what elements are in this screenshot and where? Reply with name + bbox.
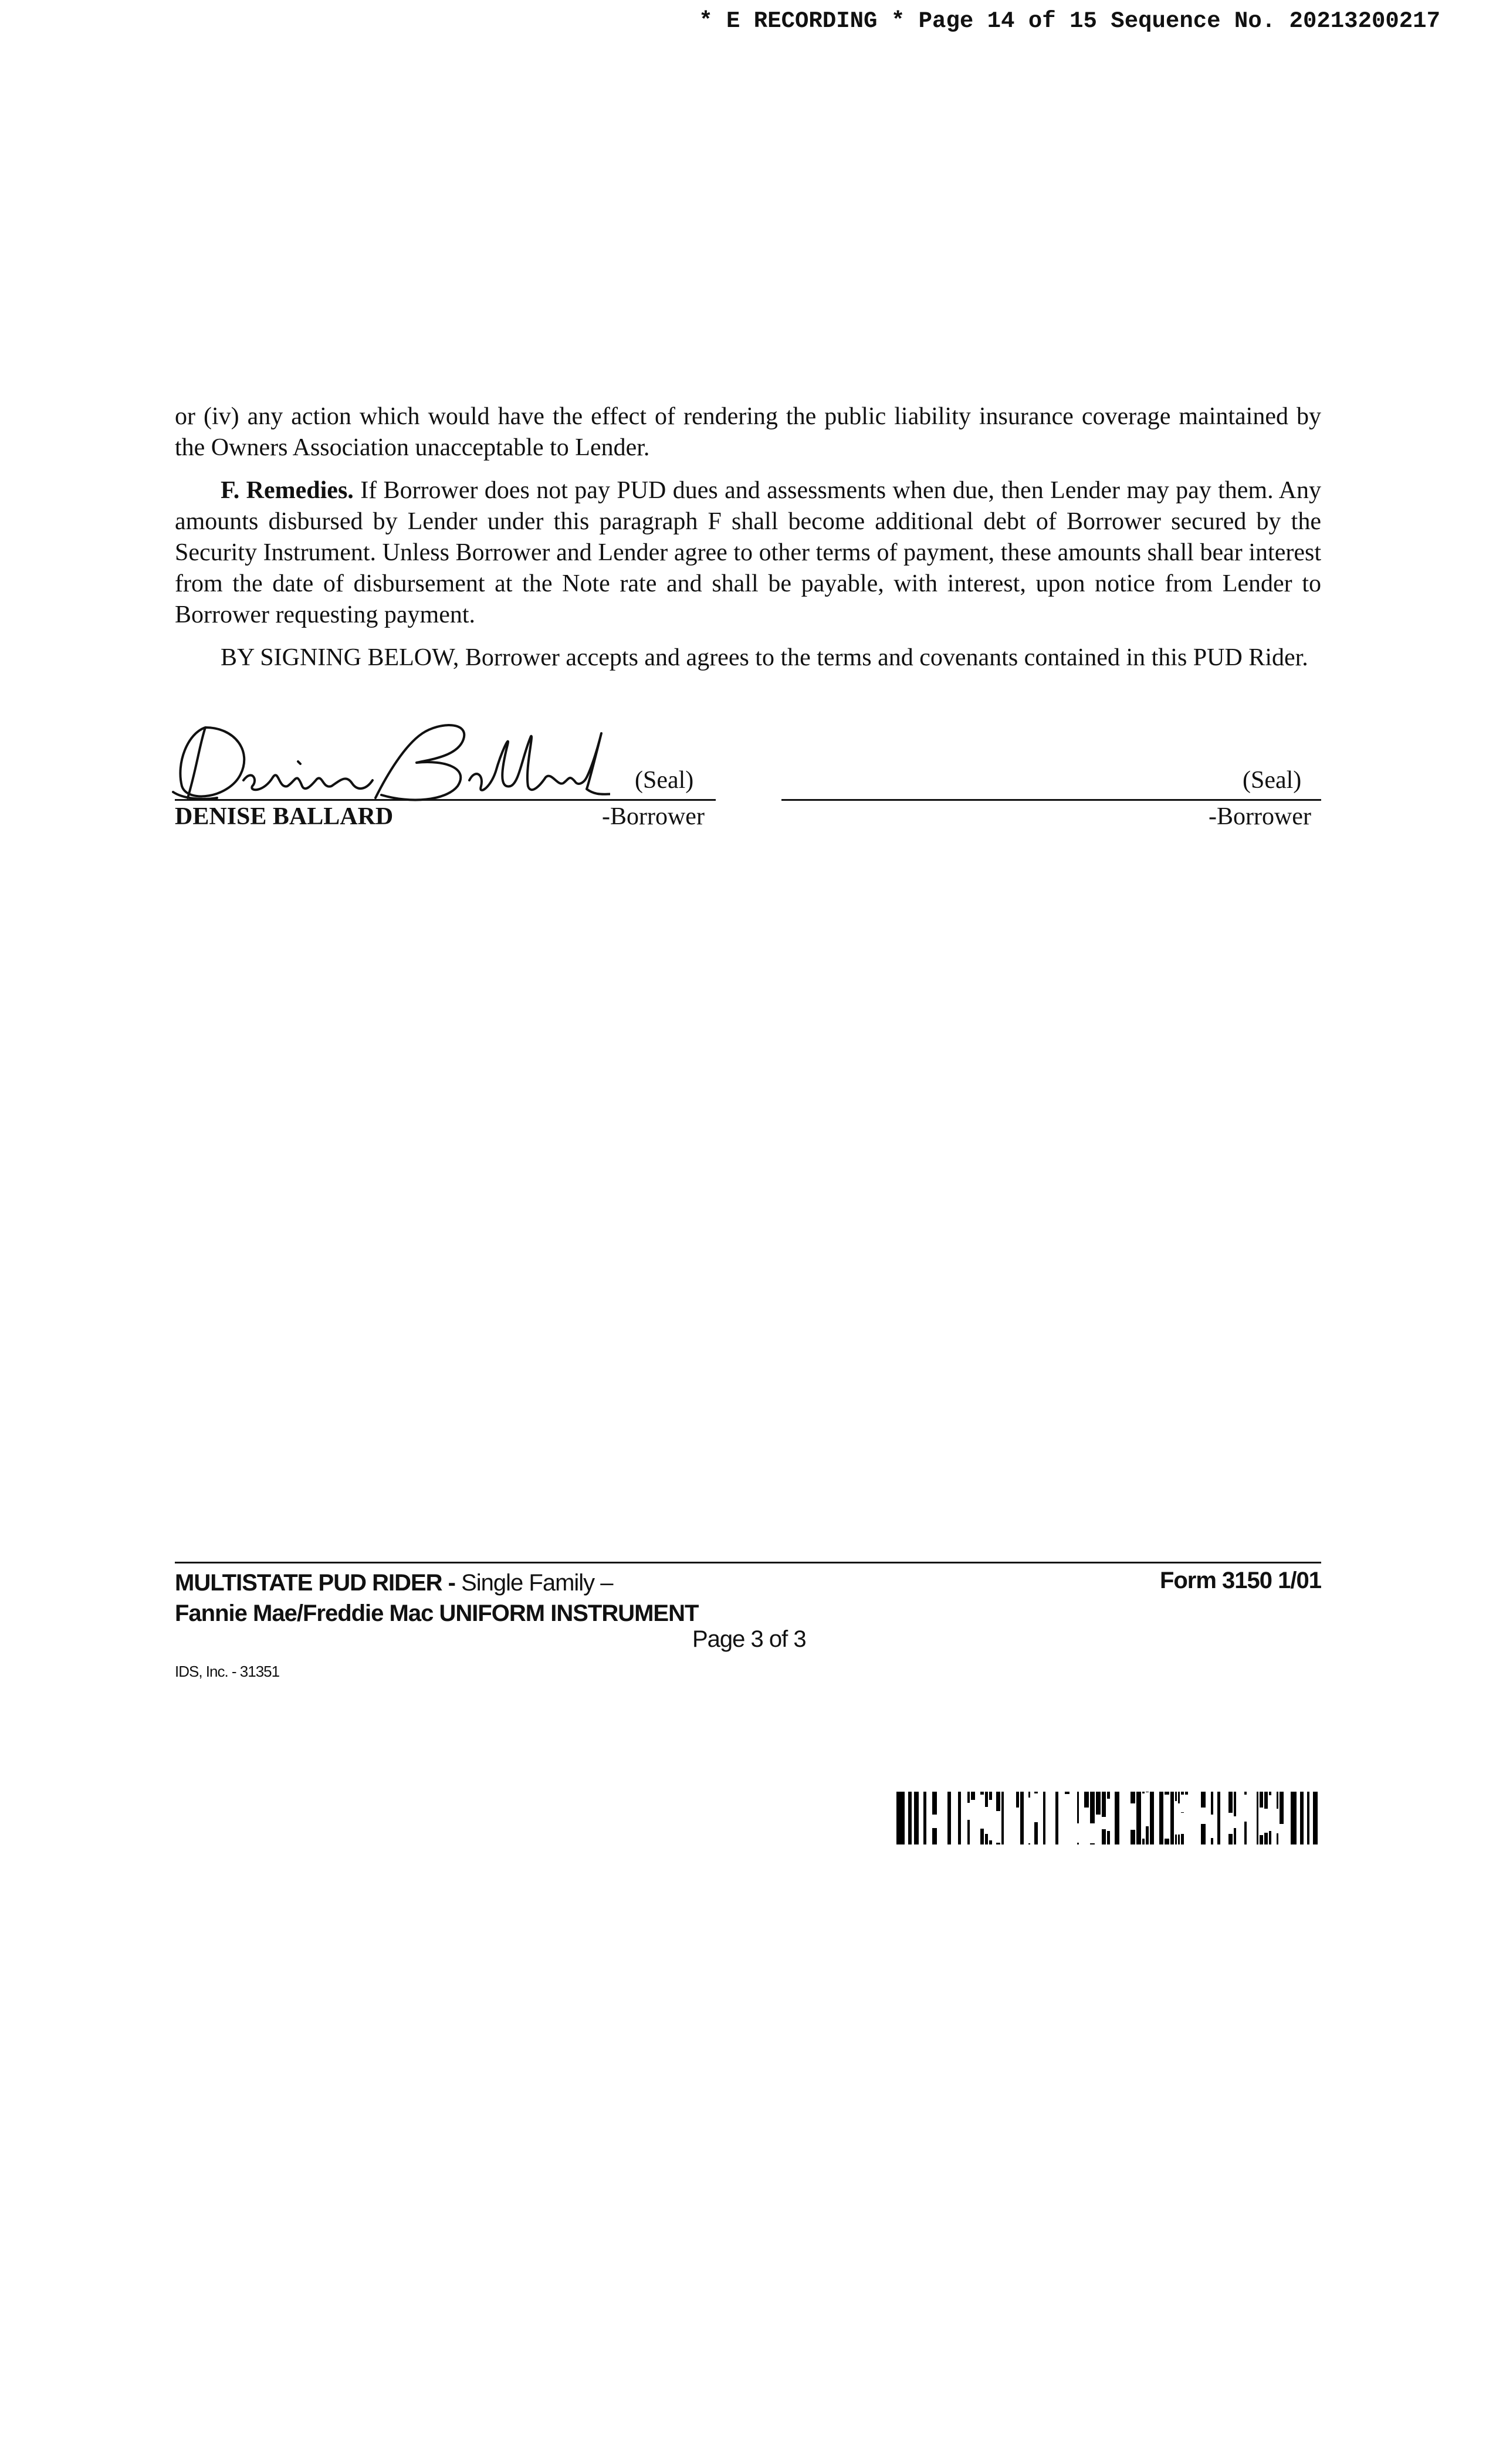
- signature-line-left[interactable]: [175, 799, 716, 801]
- remedies-text: If Borrower does not pay PUD dues and assessments when due, then Lender may pay them. Any amounts disbursed by Lender under this paragraph F shall become additional debt of Borrower secured by the Security Instrument. Unless Borrower and Lender agree to other terms of payment, these amounts shall bear interest from the date of disbursement at the Note rate and shall be payable, with interest, upon notice from Lender to Borrower requesting payment.: [175, 477, 1321, 628]
- footer-title-normal: Single Family –: [455, 1570, 613, 1596]
- barcode-image: [896, 1792, 1319, 1844]
- form-number: Form 3150 1/01: [1159, 1568, 1321, 1593]
- footer-divider: [175, 1562, 1321, 1563]
- paragraph-remedies: [175, 475, 1321, 631]
- footer-form-title: [175, 1568, 698, 1629]
- borrower-name-left: DENISE BALLARD: [175, 803, 394, 830]
- document-body: [175, 401, 1321, 685]
- seal-label-right: (Seal): [1243, 767, 1302, 794]
- paragraph-signing: BY SIGNING BELOW, Borrower accepts and agrees to the terms and covenants contained in this PUD Rider.: [221, 644, 1308, 671]
- borrower-role-left: -Borrower: [602, 803, 705, 830]
- signature-line-right[interactable]: [781, 799, 1321, 801]
- page-number: Page 3 of 3: [692, 1626, 806, 1652]
- ids-code: IDS, Inc. - 31351: [175, 1663, 280, 1680]
- remedies-heading: F. Remedies.: [221, 477, 354, 504]
- paragraph-iv: or (iv) any action which would have the effect of rendering the public liability insurance coverage maintained by the Owners Association unacceptable to Lender.: [175, 403, 1321, 461]
- footer-title-bold: MULTISTATE PUD RIDER -: [175, 1570, 455, 1596]
- recording-header: * E RECORDING * Page 14 of 15 Sequence No. 20213200217: [699, 8, 1440, 34]
- borrower-role-right: -Borrower: [1209, 803, 1311, 830]
- footer-title-line2: Fannie Mae/Freddie Mac UNIFORM INSTRUMENT: [175, 1600, 699, 1626]
- borrower-signature: [164, 710, 610, 810]
- seal-label-left: (Seal): [635, 767, 694, 794]
